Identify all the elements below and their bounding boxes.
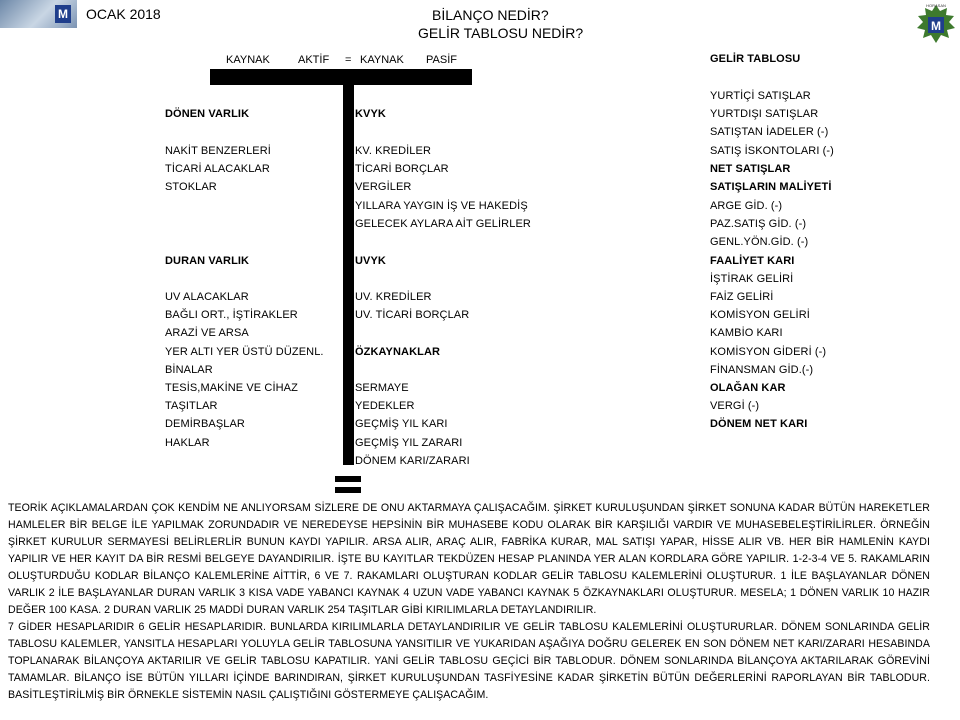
left-item: STOKLAR [165,181,217,193]
paragraph: TEORİK AÇIKLAMALARDAN ÇOK KENDİM NE ANLIYORSAM SİZLERE DE ONU AKTARMAYA ÇALIŞACAĞIM. ŞİRKET KURULUŞUNDAN ŞİRKET SONUNA KADAR BÜTÜN HAREKETLER HAMLELER BİR BELGE İLE YAPILMAK ZORUNDADIR VE NEREDEYSE HEPSİNİN BİR MUHASEBE KODU OLARAK BİR KARŞILIĞI VARDIR VE MUHASEBELEŞTİRİLİRLER. ÖRNEĞİN ŞİRKET KURULUR SERMAYESİ BELİRLERLİR BUNUN KAYDI YAPILIR. ARSA ALIR, ARAÇ ALIR, FABRİKA KURAR, MAL SATIŞI YAPAR, HİSSE ALIR VB. HER BİR HAMLENİN KAYDI YAPILIR VE HER KAYIT DA BİR RESMİ BELGEYE DAYANDIRILIR. İŞTE BU KAYITLAR TEKDÜZEN HESAP PLANINDA YER ALAN KORDLARA GÖRE YAPILIR. 1-2-3-4 VE 5. RAKAMLARIN OLUŞTURDUĞU KODLAR BİLANÇO KALEMLERİNE AİTTİR, 6 VE 7. RAKAMLARI OLUŞTURAN KODLAR GELİR TABLOSU KALEMLERİNİ OLUŞTURUR. 1 İLE BAŞLAYANLAR DÖNEN VARLIK 2 İLE BAŞLAYANLAR DURAN VARLIK 3 KISA VADE YABANCI KAYNAK 4 UZUN VADE YABANCI KAYNAK 5 ÖZKAYNAKLARI OLUŞTURUR. MESELA; 1 DÖNEN VARLIK 10 HAZIR DEĞER 100 KASA. 2 DURAN VARLIK 25 MADDİ DURAN VARLIK 254 TAŞITLAR GİBİ KIRILIMLARLA DETAYLANDIRILIR. [8,502,930,616]
income-item: FAALİYET KARI [710,255,795,267]
income-item: VERGİ (-) [710,400,760,412]
t-account-top-bar [210,69,472,85]
middle-item: YILLARA YAYGIN İŞ VE HAKEDİŞ [355,200,528,212]
income-item: ARGE GİD. (-) [710,200,783,212]
equals-label: = [345,54,352,66]
income-item: OLAĞAN KAR [710,382,786,394]
explanation-text [8,500,930,704]
equals-bar-bottom [335,487,361,493]
left-item: DÖNEN VARLIK [165,108,250,120]
left-item: ARAZİ VE ARSA [165,327,249,339]
left-item: TAŞITLAR [165,400,218,412]
logo-left [0,0,77,28]
middle-item: UV. TİCARİ BORÇLAR [355,309,470,321]
paragraph: 7 GİDER HESAPLARIDIR 6 GELİR HESAPLARIDIR. BUNLARDA KIRILIMLARLA DETAYLANDIRILIR VE GELİR TABLOSU KALEMLERİNİ OLUŞTURURLAR. DÖNEM SONLARINDA GELİR TABLOSU KALEMLER, YANSITLA HESAPLARI YOLUYLA GELİR TABLOSUNA YANSITILIR VE YUKARIDAN AŞAĞIYA DOĞRU GELEREK EN SON DÖNEM NET KARI/ZARARI HESABINDA TOPLANARAK BİLANÇOYA AKTARILIR VE GELİR TABLOSU KAPATILIR. YANİ GELİR TABLOSU GEÇİCİ BİR TABLODUR. DÖNEM SONLARINDA BİLANÇOYA AKTARILARAK GÖREVİNİ TAMAMLAR. BİLANÇO İSE BÜTÜN YILLARI İÇİNDE BARINDIRAN, ŞİRKET KURULUŞUNDAN TASFİYESİNE KADAR ŞİRKETİN BÜTÜN DEĞERLERİNİ RAPORLAYAN BİR TABLODUR. BASİTLEŞTİRİLMİŞ BİR ÖRNEKLE SİSTEMİN NASIL ÇALIŞTIĞINI GÖSTERMEYE ÇALIŞACAĞIM. [8,621,930,701]
middle-item: TİCARİ BORÇLAR [355,163,449,175]
middle-item: UVYK [355,255,386,267]
left-item: NAKİT BENZERLERİ [165,145,271,157]
left-item: BİNALAR [165,364,213,376]
middle-item: KV. KREDİLER [355,145,431,157]
middle-item: GEÇMİŞ YIL ZARARI [355,437,463,449]
logo-right [914,2,958,46]
equals-bar-top [335,476,361,482]
logo-right-small-text: HORASAN [926,3,946,8]
income-item: FAİZ GELİRİ [710,291,774,303]
page-subtitle: GELİR TABLOSU NEDİR? [418,25,584,41]
date-label: OCAK 2018 [86,6,161,22]
income-item: SATIŞ İSKONTOLARI (-) [710,145,834,157]
income-item: GELİR TABLOSU [710,53,801,65]
income-item: YURTDIŞI SATIŞLAR [710,108,819,120]
middle-item: VERGİLER [355,181,412,193]
left-item: BAĞLI ORT., İŞTİRAKLER [165,309,298,321]
kaynak-label-2: KAYNAK [360,54,404,66]
income-item: NET SATIŞLAR [710,163,791,175]
left-item: DURAN VARLIK [165,255,250,267]
pasif-label: PASİF [426,54,457,66]
income-item: KOMİSYON GİDERİ (-) [710,346,827,358]
middle-item: GELECEK AYLARA AİT GELİRLER [355,218,531,230]
left-item: TİCARİ ALACAKLAR [165,163,270,175]
t-account-stem [343,85,354,465]
income-item: YURTİÇİ SATIŞLAR [710,90,811,102]
page-title: BİLANÇO NEDİR? [432,7,549,23]
aktif-label: AKTİF [298,54,330,66]
left-item: UV ALACAKLAR [165,291,249,303]
left-item: TESİS,MAKİNE VE CİHAZ [165,382,298,394]
left-item: DEMİRBAŞLAR [165,418,245,430]
middle-item: DÖNEM KARI/ZARARI [355,455,470,467]
income-item: İŞTİRAK GELİRİ [710,273,794,285]
left-item: YER ALTI YER ÜSTÜ DÜZENL. [165,346,324,358]
income-item: SATIŞLARIN MALİYETİ [710,181,832,193]
middle-item: YEDEKLER [355,400,415,412]
middle-item: SERMAYE [355,382,409,394]
middle-item: KVYK [355,108,386,120]
income-item: GENL.YÖN.GİD. (-) [710,236,809,248]
income-item: PAZ.SATIŞ GİD. (-) [710,218,807,230]
middle-item: GEÇMİŞ YIL KARI [355,418,448,430]
income-item: KOMİSYON GELİRİ [710,309,810,321]
logo-left-letter: M [55,5,71,23]
income-item: KAMBİO KARI [710,327,783,339]
income-item: FİNANSMAN GİD.(-) [710,364,814,376]
income-item: SATIŞTAN İADELER (-) [710,126,829,138]
left-item: HAKLAR [165,437,210,449]
logo-right-letter: M [931,19,941,33]
middle-item: ÖZKAYNAKLAR [355,346,441,358]
income-item: DÖNEM NET KARI [710,418,808,430]
middle-item: UV. KREDİLER [355,291,432,303]
kaynak-label-1: KAYNAK [226,54,270,66]
